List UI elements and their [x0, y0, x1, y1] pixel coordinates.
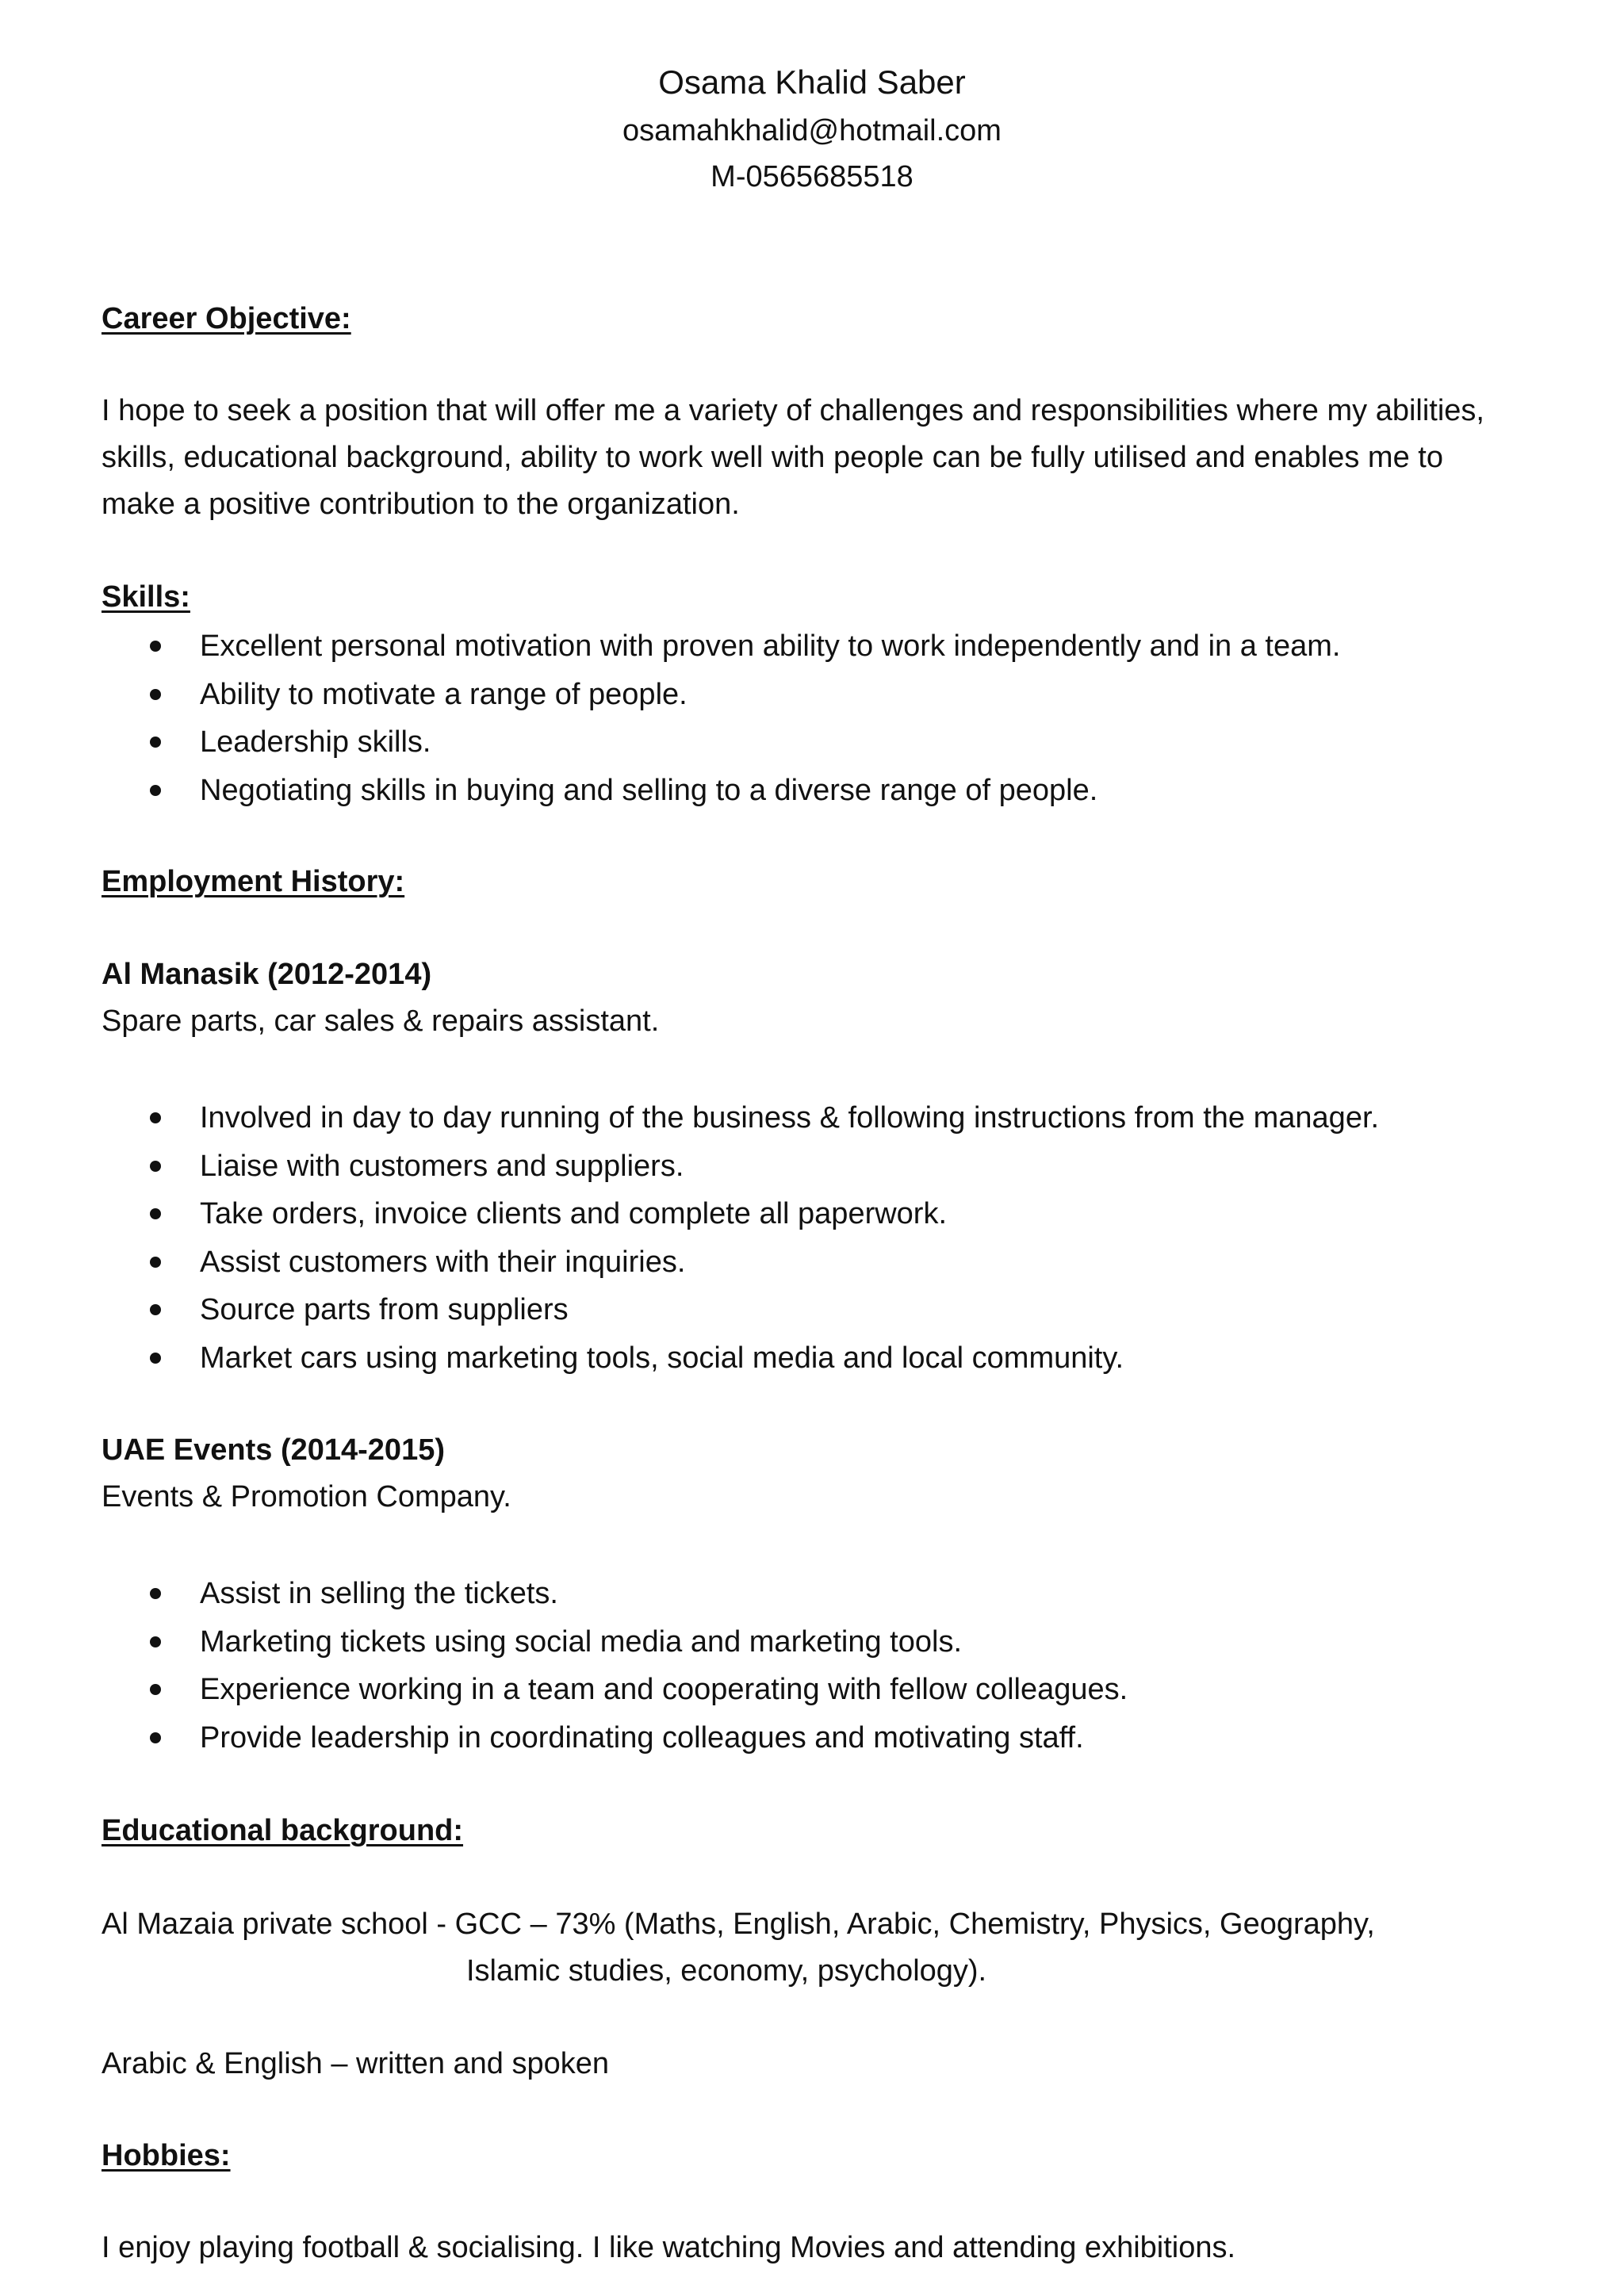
bullet-icon: [150, 1636, 161, 1647]
list-item: [102, 1714, 1128, 1762]
career-objective-line: make a positive contribution to the organization.: [102, 488, 740, 521]
career-objective-line: I hope to seek a position that will offer me a variety of challenges and responsibilities where my abilities,: [102, 394, 1484, 427]
duty-text: Take orders, invoice clients and complete all paperwork.: [200, 1197, 948, 1230]
list-item: [102, 622, 1340, 671]
skill-text: Leadership skills.: [200, 725, 431, 759]
bullet-icon: [150, 1353, 161, 1364]
skill-text: Excellent personal motivation with proven ability to work independently and in a team.: [200, 629, 1341, 663]
bullet-icon: [150, 689, 161, 700]
skill-text: Negotiating skills in buying and selling to a diverse range of people.: [200, 773, 1098, 807]
list-item: [102, 1238, 1379, 1287]
hobbies-heading: Hobbies:: [102, 2139, 231, 2172]
career-objective-line: skills, educational background, ability to work well with people can be fully utilised and enables me to: [102, 441, 1443, 474]
list-item: [102, 671, 1340, 719]
bullet-icon: [150, 785, 161, 796]
list-item: [102, 767, 1340, 815]
duty-text: Liaise with customers and suppliers.: [200, 1149, 684, 1183]
education-school-line: Al Mazaia private school - GCC – 73% (Maths, English, Arabic, Chemistry, Physics, Geography,: [102, 1908, 1375, 1941]
list-item: [102, 1190, 1379, 1238]
duty-text: Assist in selling the tickets.: [200, 1577, 558, 1610]
bullet-icon: [150, 1161, 161, 1172]
list-item: [102, 1142, 1379, 1191]
bullet-icon: [150, 641, 161, 652]
list-item: [102, 1334, 1379, 1383]
bullet-icon: [150, 1257, 161, 1268]
applicant-name: Osama Khalid Saber: [658, 63, 966, 101]
employment-history-heading: Employment History:: [102, 865, 405, 898]
job-duties-list: [102, 1570, 1128, 1762]
bullet-icon: [150, 1112, 161, 1123]
job-company: UAE Events (2014-2015): [102, 1433, 445, 1467]
education-school-line-cont: Islamic studies, economy, psychology).: [466, 1954, 987, 1988]
job-duties-list: [102, 1094, 1379, 1382]
list-item: [102, 1618, 1128, 1667]
hobbies-text: I enjoy playing football & socialising. I like watching Movies and attending exhibitions.: [102, 2231, 1236, 2264]
list-item: [102, 1570, 1128, 1618]
applicant-phone: M-0565685518: [710, 160, 914, 193]
bullet-icon: [150, 1304, 161, 1315]
applicant-email: osamahkhalid@hotmail.com: [622, 114, 1002, 147]
duty-text: Experience working in a team and cooperating with fellow colleagues.: [200, 1673, 1128, 1706]
duty-text: Marketing tickets using social media and marketing tools.: [200, 1624, 963, 1659]
bullet-icon: [150, 1588, 161, 1599]
list-item: [102, 1286, 1379, 1334]
skills-list: [102, 622, 1340, 814]
bullet-icon: [150, 737, 161, 748]
bullet-icon: [150, 1732, 161, 1743]
skills-heading: Skills:: [102, 580, 190, 614]
duty-text: Source parts from suppliers: [200, 1293, 569, 1326]
list-item: [102, 1094, 1379, 1142]
duty-text: Involved in day to day running of the business & following instructions from the manager.: [200, 1101, 1380, 1135]
job-role: Events & Promotion Company.: [102, 1480, 511, 1513]
skill-text: Ability to motivate a range of people.: [200, 677, 688, 711]
duty-text: Assist customers with their inquiries.: [200, 1245, 686, 1279]
list-item: [102, 1666, 1128, 1714]
education-heading: Educational background:: [102, 1814, 464, 1847]
job-role: Spare parts, car sales & repairs assistant.: [102, 1004, 660, 1038]
bullet-icon: [150, 1684, 161, 1695]
duty-text: Provide leadership in coordinating colleagues and motivating staff.: [200, 1720, 1084, 1755]
education-languages: Arabic & English – written and spoken: [102, 2047, 610, 2080]
list-item: [102, 718, 1340, 767]
bullet-icon: [150, 1208, 161, 1219]
duty-text: Market cars using marketing tools, social media and local community.: [200, 1341, 1124, 1375]
job-company: Al Manasik (2012-2014): [102, 958, 432, 991]
career-objective-heading: Career Objective:: [102, 302, 351, 335]
